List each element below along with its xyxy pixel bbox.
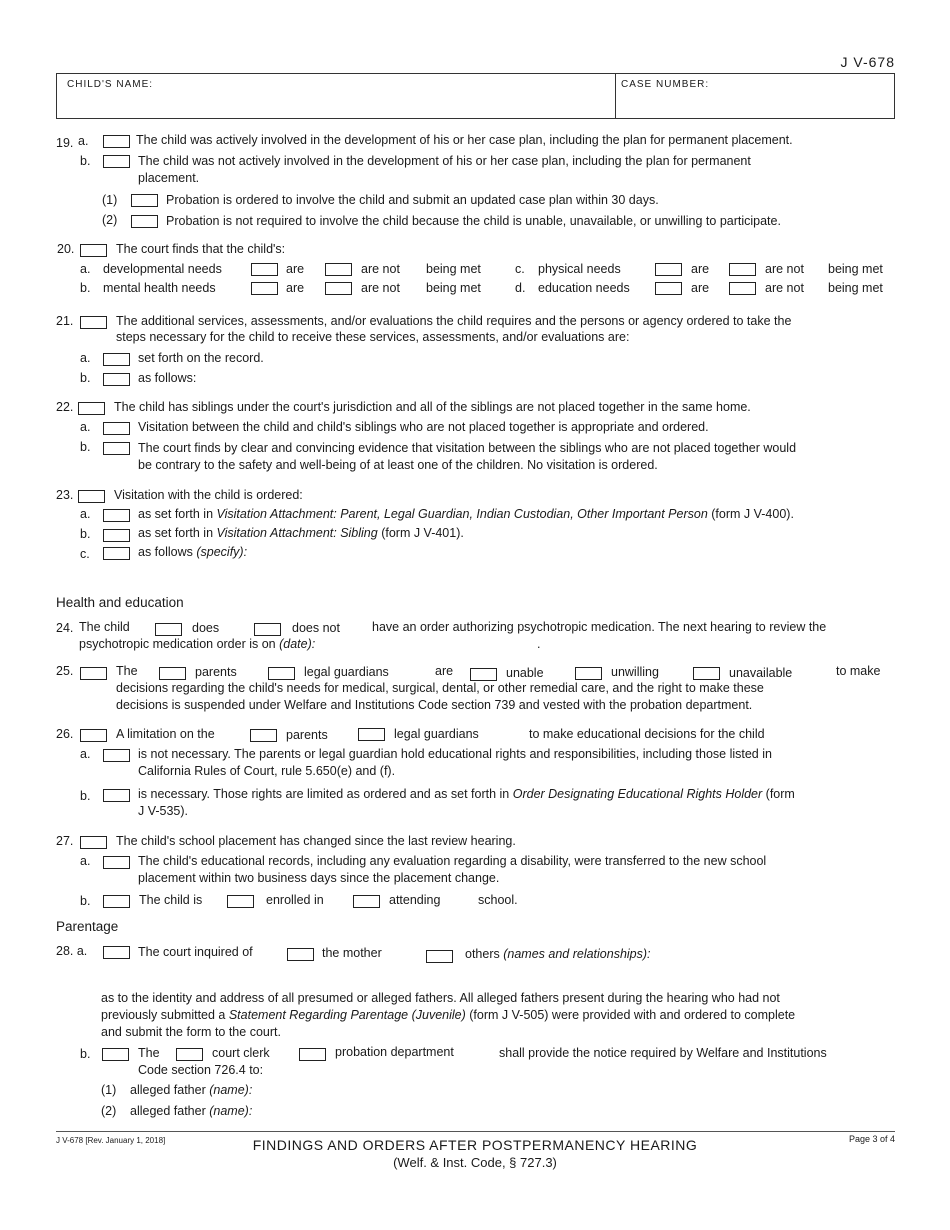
item19-a-checkbox[interactable] (103, 135, 130, 148)
item26-a-text-2: California Rules of Court, rule 5.650(e) and (f). (138, 764, 396, 778)
item21-checkbox[interactable] (80, 316, 107, 329)
item20-d-are-checkbox[interactable] (655, 282, 682, 295)
item20-b-are-not-label: are not (361, 281, 400, 295)
item27-enrolled-label: enrolled in (266, 893, 324, 907)
case-number-label: CASE NUMBER: (621, 79, 710, 90)
footer-form-citation: (Welf. & Inst. Code, § 727.3) (393, 1155, 557, 1170)
item25-unavailable-label: unavailable (729, 666, 793, 680)
item25-unwilling-label: unwilling (611, 665, 659, 679)
item28-number: 28. a. (56, 944, 88, 958)
item27-attending-label: attending (389, 893, 441, 907)
item26-legal-guardians-checkbox[interactable] (358, 728, 385, 741)
item24-date-label: (date): (279, 637, 316, 651)
item28-father1-pre: alleged father (130, 1083, 210, 1097)
item28-mother-label: the mother (322, 946, 382, 960)
item27-a-text-1: The child's educational records, including any evaluation regarding a disability, were transferred to the new school (138, 854, 767, 868)
item28-para-2 (101, 1007, 795, 1023)
item26-a-text-1: is not necessary. The parents or legal guardian hold educational rights and responsibilities, including those listed in (138, 747, 772, 761)
item20-d-being-met: being met (828, 281, 883, 295)
caption-box (56, 73, 895, 119)
item23-b-pre: as set forth in (138, 526, 217, 540)
item21-number: 21. (56, 314, 74, 328)
footer-revision: J V-678 [Rev. January 1, 2018] (56, 1136, 166, 1145)
item25-parents-checkbox[interactable] (159, 667, 186, 680)
item23-text: Visitation with the child is ordered: (114, 488, 303, 502)
item28-shall-2: Code section 726.4 to: (138, 1063, 264, 1077)
item28-inquired: The court inquired of (138, 945, 253, 959)
footer-rule (56, 1131, 895, 1132)
item26-legal-guardians-label: legal guardians (394, 727, 479, 741)
item20-b-are-not-checkbox[interactable] (325, 282, 352, 295)
item19-number: 19. (56, 136, 74, 150)
item21-text-1: The additional services, assessments, and/or evaluations the child requires and the persons or agency ordered to take the (116, 314, 792, 328)
item28-father2-number: (2) (101, 1104, 117, 1118)
item28-shall-1: shall provide the notice required by Welfare and Institutions (499, 1046, 827, 1060)
item22-text: The child has siblings under the court's jurisdiction and all of the siblings are not placed together in the same home. (114, 400, 751, 414)
item24-text-2 (79, 636, 315, 652)
item20-b-letter: b. (80, 281, 91, 295)
caption-divider (615, 74, 616, 118)
item22-b-text-1: The court finds by clear and convincing evidence that visitation between the siblings who are not placed together would (138, 441, 797, 455)
item23-c-letter: c. (80, 547, 90, 561)
item22-a-text: Visitation between the child and child's siblings who are not placed together is appropriate and ordered. (138, 420, 709, 434)
item27-checkbox[interactable] (80, 836, 107, 849)
item26-number: 26. (56, 727, 74, 741)
item25-checkbox[interactable] (80, 667, 107, 680)
item20-b-are-label: are (286, 281, 305, 295)
item22-number: 22. (56, 400, 74, 414)
item21-text-2: steps necessary for the child to receive these services, assessments, and/or evaluations are: (116, 330, 630, 344)
item19-b1-number: (1) (102, 193, 118, 207)
item26-a-checkbox[interactable] (103, 749, 130, 762)
item28-father2-label (130, 1103, 252, 1119)
item20-b-are-checkbox[interactable] (251, 282, 278, 295)
item23-b-form-title: Visitation Attachment: Sibling (216, 526, 378, 540)
item25-are: are (435, 664, 454, 678)
item28-b-checkbox[interactable] (102, 1048, 129, 1061)
item23-b-text (138, 525, 464, 541)
item21-a-letter: a. (80, 351, 91, 365)
item23-c-pre: as follows (138, 545, 197, 559)
item26-checkbox[interactable] (80, 729, 107, 742)
item25-unable-label: unable (506, 666, 544, 680)
item20-b-being-met: being met (426, 281, 481, 295)
item23-a-form-title: Visitation Attachment: Parent, Legal Guardian, Indian Custodian, Other Important Person (216, 507, 708, 521)
item19-b2-checkbox[interactable] (131, 215, 158, 228)
item24-text-2-pre: psychotropic medication order is on (79, 637, 280, 651)
item22-checkbox[interactable] (78, 402, 105, 415)
item24-the-child: The child (79, 620, 130, 634)
item28-others-word: others (465, 947, 504, 961)
item23-a-checkbox[interactable] (103, 509, 130, 522)
item20-checkbox[interactable] (80, 244, 107, 257)
item24-does-not-label: does not (292, 621, 340, 635)
child-name-label: CHILD'S NAME: (67, 79, 154, 90)
item20-a-being-met: being met (426, 262, 481, 276)
item28-para-1: as to the identity and address of all presumed or alleged fathers. All alleged fathers present during the hearing who had not (101, 991, 780, 1005)
item28-probation-label: probation department (335, 1045, 454, 1059)
item28-others-checkbox[interactable] (426, 950, 453, 963)
item23-c-specify: (specify): (196, 545, 248, 559)
item26-b-text-2: J V-535). (138, 804, 189, 818)
footer-page-number: Page 3 of 4 (848, 1134, 895, 1144)
item20-d-need: education needs (538, 281, 630, 295)
item20-intro: The court finds that the child's: (116, 242, 286, 256)
item23-a-pre: as set forth in (138, 507, 217, 521)
item21-b-text: as follows: (138, 371, 197, 385)
item24-number: 24. (56, 621, 74, 635)
item20-d-letter: d. (515, 281, 526, 295)
item22-b-letter: b. (80, 440, 91, 454)
item28-mother-checkbox[interactable] (287, 948, 314, 961)
item27-a-checkbox[interactable] (103, 856, 130, 869)
item28-father1-number: (1) (101, 1083, 117, 1097)
item23-a-text (138, 506, 794, 522)
item25-unwilling-checkbox[interactable] (575, 667, 602, 680)
item27-enrolled-checkbox[interactable] (227, 895, 254, 908)
item26-b-letter: b. (80, 789, 91, 803)
item25-text-3: decisions is suspended under Welfare and Institutions Code section 739 and vested with the probation department. (116, 698, 753, 712)
item25-number: 25. (56, 664, 74, 678)
item22-b-checkbox[interactable] (103, 442, 130, 455)
item21-b-letter: b. (80, 371, 91, 385)
item28-others-specify: (names and relationships): (503, 947, 651, 961)
item23-a-letter: a. (80, 507, 91, 521)
form-number: J V-678 (840, 54, 895, 70)
item20-c-letter: c. (515, 262, 525, 276)
item19-b2-text: Probation is not required to involve the child because the child is unable, unavailable, or unwilling to participate. (166, 214, 781, 228)
item22-b-text-2: be contrary to the safety and well-being of at least one of the children. No visitation is ordered. (138, 458, 658, 472)
item28-father2-pre: alleged father (130, 1104, 210, 1118)
item24-does-not-checkbox[interactable] (254, 623, 281, 636)
item23-a-post: (form J V-400). (707, 507, 794, 521)
item26-b-form-title: Order Designating Educational Rights Holder (512, 787, 763, 801)
item22-a-checkbox[interactable] (103, 422, 130, 435)
item19-b-text-2: placement. (138, 171, 200, 185)
item23-c-checkbox[interactable] (103, 547, 130, 560)
item20-c-are-label: are (691, 262, 710, 276)
item25-legal-guardians-label: legal guardians (304, 665, 389, 679)
item23-c-text (138, 544, 247, 560)
item21-a-text: set forth on the record. (138, 351, 264, 365)
item20-c-being-met: being met (828, 262, 883, 276)
item28-para-3: and submit the form to the court. (101, 1025, 281, 1039)
item28-court-clerk-checkbox[interactable] (176, 1048, 203, 1061)
item20-a-are-label: are (286, 262, 305, 276)
item28-others-label (465, 946, 651, 962)
item28-probation-checkbox[interactable] (299, 1048, 326, 1061)
item22-a-letter: a. (80, 420, 91, 434)
item28-b-letter: b. (80, 1047, 91, 1061)
item20-c-are-not-label: are not (765, 262, 804, 276)
item23-b-letter: b. (80, 527, 91, 541)
item21-b-checkbox[interactable] (103, 373, 130, 386)
item27-b-child-is: The child is (139, 893, 203, 907)
item26-a-letter: a. (80, 747, 91, 761)
item28-court-clerk-label: court clerk (212, 1046, 270, 1060)
item24-period: . (537, 637, 541, 651)
item20-d-are-not-label: are not (765, 281, 804, 295)
item28-a-checkbox[interactable] (103, 946, 130, 959)
item23-b-post: (form J V-401). (377, 526, 464, 540)
item26-b-post: (form (762, 787, 795, 801)
item27-school: school. (478, 893, 518, 907)
item20-number: 20. (57, 242, 75, 256)
item27-number: 27. (56, 834, 74, 848)
item26-b-text-1 (138, 786, 795, 802)
item19-a-letter: a. (78, 134, 89, 148)
item28-para-2-pre: previously submitted a (101, 1008, 229, 1022)
item27-b-letter: b. (80, 894, 91, 908)
item24-does-checkbox[interactable] (155, 623, 182, 636)
item19-a-text: The child was actively involved in the development of his or her case plan, including the plan for permanent placement. (136, 133, 793, 147)
item28-father1-name-label: (name): (209, 1083, 253, 1097)
item23-number: 23. (56, 488, 74, 502)
item28-b-the: The (138, 1046, 160, 1060)
item24-does-label: does (192, 621, 220, 635)
item23-b-checkbox[interactable] (103, 529, 130, 542)
item28-para-2-form-title: Statement Regarding Parentage (Juvenile) (228, 1008, 466, 1022)
item20-a-are-not-checkbox[interactable] (325, 263, 352, 276)
item19-b-text-1: The child was not actively involved in the development of his or her case plan, including the plan for permanent (138, 154, 751, 168)
item24-text-1: have an order authorizing psychotropic medication. The next hearing to review the (372, 620, 827, 634)
item26-limitation: A limitation on the (116, 727, 215, 741)
item26-b-checkbox[interactable] (103, 789, 130, 802)
item21-a-checkbox[interactable] (103, 353, 130, 366)
item19-b-letter: b. (80, 154, 91, 168)
item19-b1-text: Probation is ordered to involve the child and submit an updated case plan within 30 days. (166, 193, 659, 207)
item20-a-need: developmental needs (103, 262, 222, 276)
item25-legal-guardians-checkbox[interactable] (268, 667, 295, 680)
item25-the: The (116, 664, 138, 678)
item26-to-make: to make educational decisions for the child (529, 727, 765, 741)
item19-b1-checkbox[interactable] (131, 194, 158, 207)
item19-b-checkbox[interactable] (103, 155, 130, 168)
item26-parents-label: parents (286, 728, 328, 742)
item20-c-need: physical needs (538, 262, 621, 276)
item20-a-are-checkbox[interactable] (251, 263, 278, 276)
item25-to-make: to make (836, 664, 881, 678)
item27-attending-checkbox[interactable] (353, 895, 380, 908)
item20-c-are-checkbox[interactable] (655, 263, 682, 276)
item19-b2-number: (2) (102, 213, 118, 227)
footer-form-title: FINDINGS AND ORDERS AFTER POSTPERMANENCY HEARING (252, 1137, 698, 1153)
item20-a-are-not-label: are not (361, 262, 400, 276)
item20-d-are-not-checkbox[interactable] (729, 282, 756, 295)
section-parentage: Parentage (56, 919, 119, 934)
item27-text: The child's school placement has changed since the last review hearing. (116, 834, 516, 848)
item20-c-are-not-checkbox[interactable] (729, 263, 756, 276)
item26-b-pre: is necessary. Those rights are limited as ordered and as set forth in (138, 787, 513, 801)
section-health-education: Health and education (56, 595, 184, 610)
item20-d-are-label: are (691, 281, 710, 295)
item23-checkbox[interactable] (78, 490, 105, 503)
item28-father1-label (130, 1082, 252, 1098)
item26-parents-checkbox[interactable] (250, 729, 277, 742)
item20-a-letter: a. (80, 262, 91, 276)
item20-b-need: mental health needs (103, 281, 216, 295)
item25-unavailable-checkbox[interactable] (693, 667, 720, 680)
item27-a-letter: a. (80, 854, 91, 868)
item28-father2-name-label: (name): (209, 1104, 253, 1118)
item27-a-text-2: placement within two business days since the placement change. (138, 871, 500, 885)
item25-parents-label: parents (195, 665, 237, 679)
item25-text-2: decisions regarding the child's needs for medical, surgical, dental, or other remedial care, and the right to make these (116, 681, 764, 695)
item28-para-2-post: (form J V-505) were provided with and ordered to complete (465, 1008, 796, 1022)
item27-b-checkbox[interactable] (103, 895, 130, 908)
